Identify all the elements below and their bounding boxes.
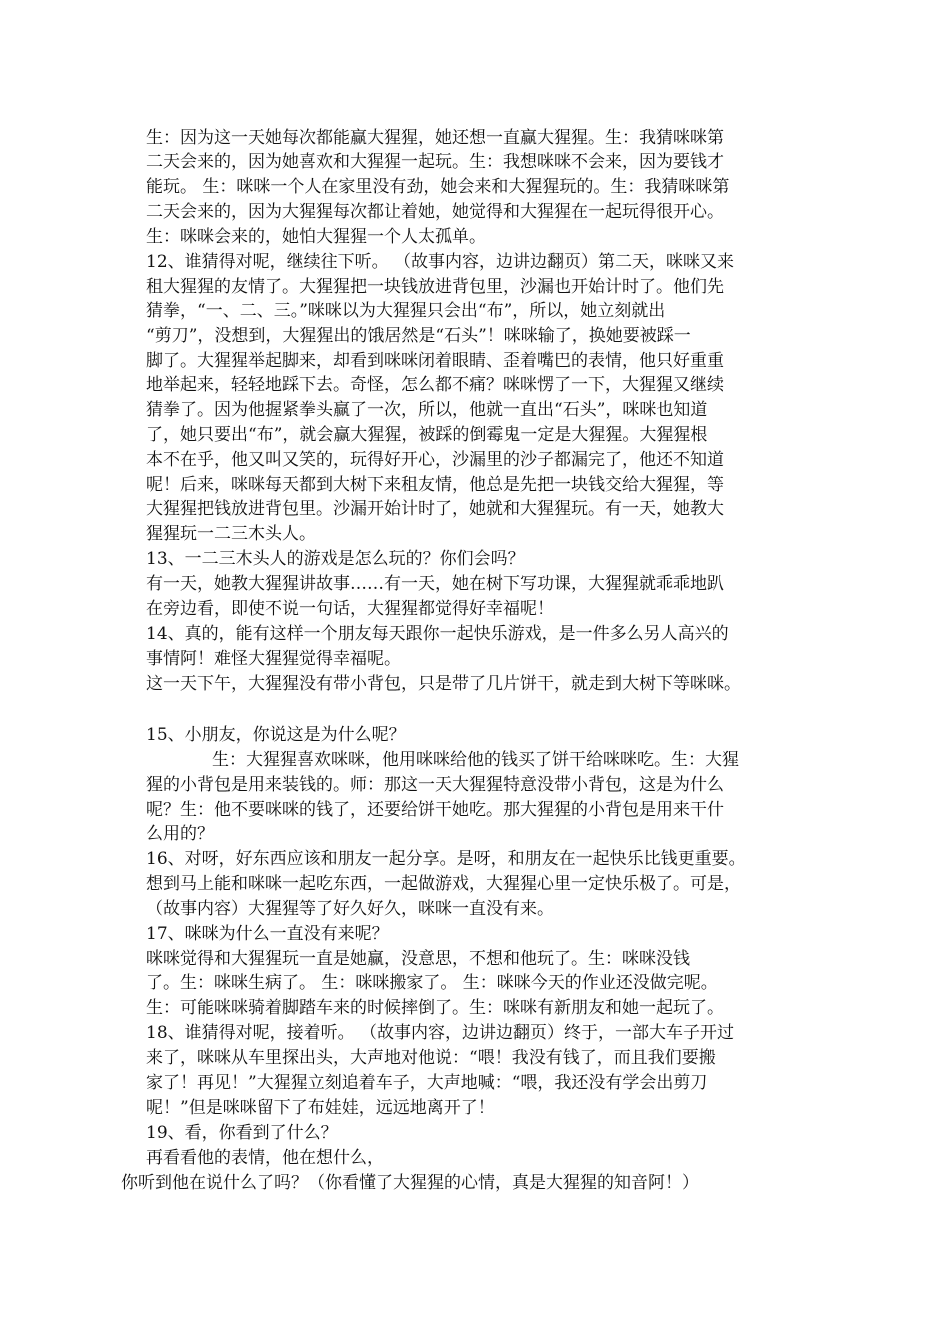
text-line: 生：咪咪会来的，她怕大猩猩一个人太孤单。 <box>146 227 486 247</box>
text-line: 想到马上能和咪咪一起吃东西，一起做游戏，大猩猩心里一定快乐极了。可是， <box>146 874 741 894</box>
text-line: 猩猩玩一二三木头人。 <box>146 524 316 544</box>
text-line: 本不在乎，他又叫又笑的，玩得好开心，沙漏里的沙子都漏完了，他还不知道 <box>146 450 724 470</box>
text-line: 16、对呀，好东西应该和朋友一起分享。是呀，和朋友在一起快乐比钱更重要。 <box>146 849 746 869</box>
text-line: 大猩猩把钱放进背包里。沙漏开始计时了，她就和大猩猩玩。有一天，她教大 <box>146 499 724 519</box>
text-line: 14、真的，能有这样一个朋友每天跟你一起快乐游戏，是一件多么另人高兴的 <box>146 624 729 644</box>
text-line: 呢？生：他不要咪咪的钱了，还要给饼干她吃。那大猩猩的小背包是用来干什 <box>146 800 724 820</box>
text-line: 呢！后来，咪咪每天都到大树下来租友情，他总是先把一块钱交给大猩猩，等 <box>146 475 724 495</box>
text-line: 13、一二三木头人的游戏是怎么玩的？你们会吗？ <box>146 549 525 569</box>
text-line: 猩的小背包是用来装钱的。师：那这一天大猩猩特意没带小背包，这是为什么 <box>146 775 724 795</box>
text-line: 了。生：咪咪生病了。 生：咪咪搬家了。 生：咪咪今天的作业还没做完呢。 <box>146 973 718 993</box>
text-line: 租大猩猩的友情了。大猩猩把一块钱放进背包里，沙漏也开始计时了。他们先 <box>146 277 724 297</box>
text-line: 呢！”但是咪咪留下了布娃娃，远远地离开了！ <box>146 1098 495 1118</box>
text-line: 这一天下午，大猩猩没有带小背包，只是带了几片饼干，就走到大树下等咪咪。 <box>146 674 741 694</box>
text-line: （故事内容）大猩猩等了好久好久，咪咪一直没有来。 <box>146 899 554 919</box>
text-line: 事情阿！难怪大猩猩觉得幸福呢。 <box>146 649 401 669</box>
text-line: 生：可能咪咪骑着脚踏车来的时候摔倒了。生：咪咪有新朋友和她一起玩了。 <box>146 998 724 1018</box>
text-line: 19、看，你看到了什么？ <box>146 1123 338 1143</box>
text-line: 生：因为这一天她每次都能赢大猩猩，她还想一直赢大猩猩。生：我猜咪咪第 <box>146 128 724 148</box>
text-line: 再看看他的表情，他在想什么， <box>146 1148 384 1168</box>
text-line: 你听到他在说什么了吗？（你看懂了大猩猩的心情，真是大猩猩的知音阿！） <box>121 1173 699 1193</box>
text-line: “剪刀”，没想到，大猩猩出的饿居然是“石头”！咪咪输了，换她要被踩一 <box>146 326 691 346</box>
text-line: 地举起来，轻轻地踩下去。奇怪，怎么都不痛？咪咪愣了一下，大猩猩又继续 <box>146 375 724 395</box>
text-line: 17、咪咪为什么一直没有来呢？ <box>146 924 389 944</box>
text-line: 有一天，她教大猩猩讲故事……有一天，她在树下写功课，大猩猩就乖乖地趴 <box>146 574 724 594</box>
text-line: 猜拳，“一、二、三。”咪咪以为大猩猩只会出“布”，所以，她立刻就出 <box>146 301 666 321</box>
text-line: 二天会来的，因为她喜欢和大猩猩一起玩。生：我想咪咪不会来，因为要钱才 <box>146 152 724 172</box>
text-line: 15、小朋友，你说这是为什么呢？ <box>146 725 406 745</box>
text-line: 猜拳了。因为他握紧拳头赢了一次，所以，他就一直出“石头”，咪咪也知道 <box>146 400 708 420</box>
text-line: 脚了。大猩猩举起脚来，却看到咪咪闭着眼睛、歪着嘴巴的表情，他只好重重 <box>146 351 724 371</box>
text-line: 二天会来的，因为大猩猩每次都让着她，她觉得和大猩猩在一起玩得很开心。 <box>146 202 724 222</box>
text-line: 么用的？ <box>146 824 214 844</box>
text-line: 咪咪觉得和大猩猩玩一直是她赢，没意思，不想和他玩了。生：咪咪没钱 <box>146 949 690 969</box>
text-line: 在旁边看，即使不说一句话，大猩猩都觉得好幸福呢！ <box>146 599 554 619</box>
text-line: 来了，咪咪从车里探出头，大声地对他说：“喂！我没有钱了，而且我们要搬 <box>146 1048 716 1068</box>
text-line: 家了！再见！”大猩猩立刻追着车子，大声地喊：“喂，我还没有学会出剪刀 <box>146 1073 708 1093</box>
text-line: 12、谁猜得对呢，继续往下听。 （故事内容，边讲边翻页）第二天，咪咪又来 <box>146 252 735 272</box>
text-line: 能玩。 生：咪咪一个人在家里没有劲，她会来和大猩猩玩的。生：我猜咪咪第 <box>146 177 730 197</box>
text-line: 生：大猩猩喜欢咪咪，他用咪咪给他的钱买了饼干给咪咪吃。生：大猩 <box>212 750 739 770</box>
text-line: 了，她只要出“布”，就会赢大猩猩，被踩的倒霉鬼一定是大猩猩。大猩猩根 <box>146 425 708 445</box>
text-line: 18、谁猜得对呢，接着听。 （故事内容，边讲边翻页）终于，一部大车子开过 <box>146 1023 735 1043</box>
